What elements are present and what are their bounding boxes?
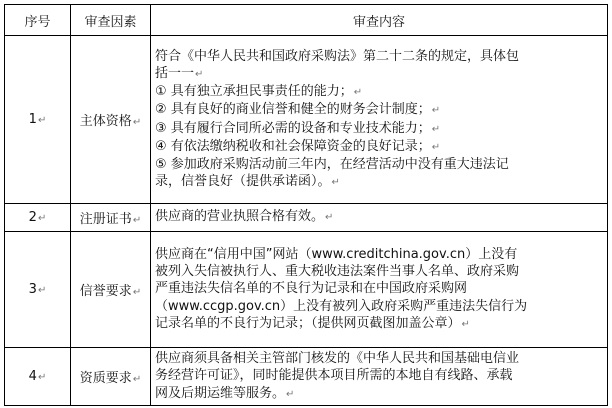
row-content [151,232,608,348]
content-line: ③ 具有履行合同所必需的设备和专业技术能力；↵ [155,120,441,136]
row-factor: 信誉要求↵ [71,232,151,348]
table-row [5,204,608,232]
row-number-text: 4 [28,369,37,384]
content-line: ① 具有独立承担民事责任的能力；↵ [155,84,363,100]
row-factor: 注册证书↵ [71,204,151,232]
content-line: 供应商的营业执照合格有效。↵ [155,209,334,225]
row-number-text: 1 [28,112,37,127]
review-criteria-table [4,4,608,406]
table-row [5,348,608,406]
row-content [151,36,608,204]
row-factor: 主体资格↵ [71,36,151,204]
content-line: 供应商须具备相关主管部门核发的《中华人民共和国基础电信业 [155,351,520,367]
content-line: ④ 有依法缴纳税收和社会保障资金的良好记录；↵ [155,138,441,154]
row-number: 4↵ [5,348,71,406]
content-line: 符合《中华人民共和国政府采购法》第二十二条的规定，具体包 [155,48,520,64]
table-row [5,36,608,204]
header-review-factor: 审查因素 [71,5,151,36]
header-review-content: 审查内容 [151,5,608,36]
content-line: 供应商在“信用中国”网站（www.creditchina.gov.cn）上没有 [155,246,518,262]
row-factor-text: 资质要求 [79,371,132,386]
row-factor: 资质要求↵ [71,348,151,406]
row-factor-text: 信誉要求 [79,284,132,299]
row-number: 1↵ [5,36,71,204]
content-line: 被列入失信被执行人、重大税收违法案件当事人名单、政府采购 [155,264,520,280]
content-line: ② 具有良好的商业信誉和健全的财务会计制度；↵ [155,102,441,118]
row-content [151,204,608,232]
content-line: 记录名单的不良行为记录；（提供网页截图加盖公章）↵ [155,315,470,331]
row-factor-text: 注册证书 [79,212,132,227]
row-number: 2↵ [5,204,71,232]
content-line: ⑤ 参加政府采购活动前三年内，在经营活动中没有重大违法记 [155,156,509,172]
table-header-row [5,5,608,36]
content-line: 括一一↵ [155,65,204,81]
row-content [151,348,608,406]
content-line: （www.ccgp.gov.cn）上没有被列入政府采购严重违法失信行为 [155,298,528,314]
content-line: 网及后期运维等服务。↵ [155,385,295,401]
content-line: 务经营许可证》，同时能提供本项目所需的本地自有线路、承载 [155,368,513,384]
content-line: 录，信誉良好（提供承诺函）。↵ [155,174,340,190]
content-line: 严重违法失信名单的不良行为记录和在中国政府采购网 [155,281,468,297]
row-number: 3↵ [5,232,71,348]
row-number-text: 3 [28,282,37,297]
row-factor-text: 主体资格 [79,114,132,129]
header-serial-number: 序号 [5,5,71,36]
table-row [5,232,608,348]
row-number-text: 2 [28,210,37,225]
